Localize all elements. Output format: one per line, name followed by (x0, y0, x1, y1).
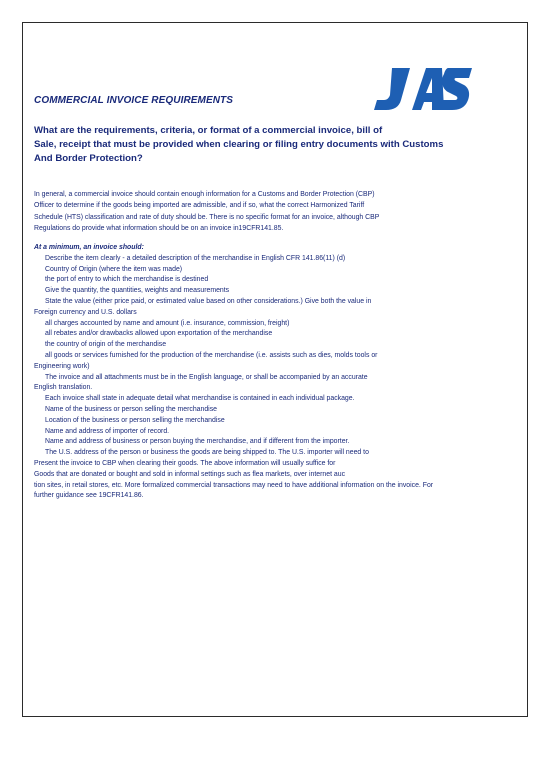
requirement-item (34, 416, 514, 427)
intro-paragraph (34, 189, 454, 235)
requirement-item (34, 275, 514, 286)
requirement-item (34, 394, 514, 405)
requirement-text: the country of origin of the merchandise (45, 341, 167, 349)
requirement-item (34, 329, 514, 340)
footer-line: Present the invoice to CBP when clearing their goods. The above information will usually suffice for (34, 459, 336, 467)
requirement-item (34, 265, 514, 276)
requirement-text: Engineering work) (34, 362, 90, 370)
footer-line: further guidance see 19CFR141.86. (34, 492, 144, 500)
minimum-requirements (34, 243, 514, 502)
requirement-item (34, 437, 514, 448)
requirement-item (34, 297, 514, 308)
requirement-item (34, 427, 514, 438)
requirement-text: Each invoice shall state in adequate detail what merchandise is contained in each individual package. (45, 395, 355, 403)
requirement-text: Name and address of importer of record. (45, 427, 170, 435)
requirement-text: Name and address of business or person buying the merchandise, and if different from the importer. (45, 438, 350, 446)
requirement-text: English translation. (34, 384, 93, 392)
question-line: What are the requirements, criteria, or format of a commercial invoice, bill of (34, 125, 383, 136)
question-line: Sale, receipt that must be provided when clearing or filing entry documents with Customs (34, 139, 444, 150)
requirement-item (34, 340, 514, 351)
requirement-text: Describe the item clearly - a detailed description of the merchandise in English CFR 141.86(11) (d) (45, 254, 346, 262)
intro-line: Officer to determine if the goods being imported are admissible, and if so, what the correct Harmonized Tariff (34, 202, 365, 210)
requirement-item (34, 319, 514, 330)
requirement-text: State the value (either price paid, or estimated value based on other considerations.) Give both the value in (45, 297, 372, 305)
jas-logo (370, 62, 474, 114)
requirement-text: Location of the business or person selling the merchandise (45, 416, 225, 424)
intro-line: Schedule (HTS) classification and rate of duty should be. There is no specific format for an invoice, although CBP (34, 213, 380, 221)
requirement-text: all goods or services furnished for the production of the merchandise (i.e. assists such as dies, molds tools or (45, 351, 378, 359)
requirement-text: Give the quantity, the quantities, weights and measurements (45, 287, 230, 295)
requirement-text: Name of the business or person selling the merchandise (45, 405, 217, 413)
requirement-item (34, 383, 514, 394)
requirement-item (34, 362, 514, 373)
requirement-text: all charges accounted by name and amount (i.e. insurance, commission, freight) (45, 319, 290, 327)
intro-line: Regulations do provide what information should be on an invoice in19CFR141.85. (34, 225, 284, 233)
requirement-item (34, 448, 514, 459)
document-title: COMMERCIAL INVOICE REQUIREMENTS (34, 95, 234, 106)
requirement-item (34, 254, 514, 265)
requirement-text: the port of entry to which the merchandise is destined (45, 276, 209, 284)
footer-line: tion sites, in retail stores, etc. More formalized commercial transactions may need to have additional information on the invoice. For (34, 481, 434, 489)
requirement-item (34, 351, 514, 362)
requirement-item (34, 405, 514, 416)
question-heading (34, 124, 454, 166)
requirement-text: all rebates and/or drawbacks allowed upon exportation of the merchandise (45, 330, 273, 338)
requirement-item (34, 373, 514, 384)
requirement-text: The U.S. address of the person or business the goods are being shipped to. The U.S. importer will need to (45, 449, 369, 457)
requirements-list (34, 254, 514, 459)
requirement-item (34, 308, 514, 319)
minimum-heading: At a minimum, an invoice should: (34, 244, 144, 251)
footer-paragraph (34, 459, 514, 502)
requirement-text: The invoice and all attachments must be in the English language, or shall be accompanied by an accurate (45, 373, 368, 381)
question-line: And Border Protection? (34, 153, 143, 164)
requirement-text: Country of Origin (where the item was made) (45, 265, 183, 273)
footer-line: Goods that are donated or bought and sold in informal settings such as flea markets, over internet auc (34, 470, 346, 478)
requirement-item (34, 286, 514, 297)
requirement-text: Foreign currency and U.S. dollars (34, 308, 137, 316)
intro-line: In general, a commercial invoice should contain enough information for a Customs and Border Protection (CBP) (34, 191, 375, 198)
